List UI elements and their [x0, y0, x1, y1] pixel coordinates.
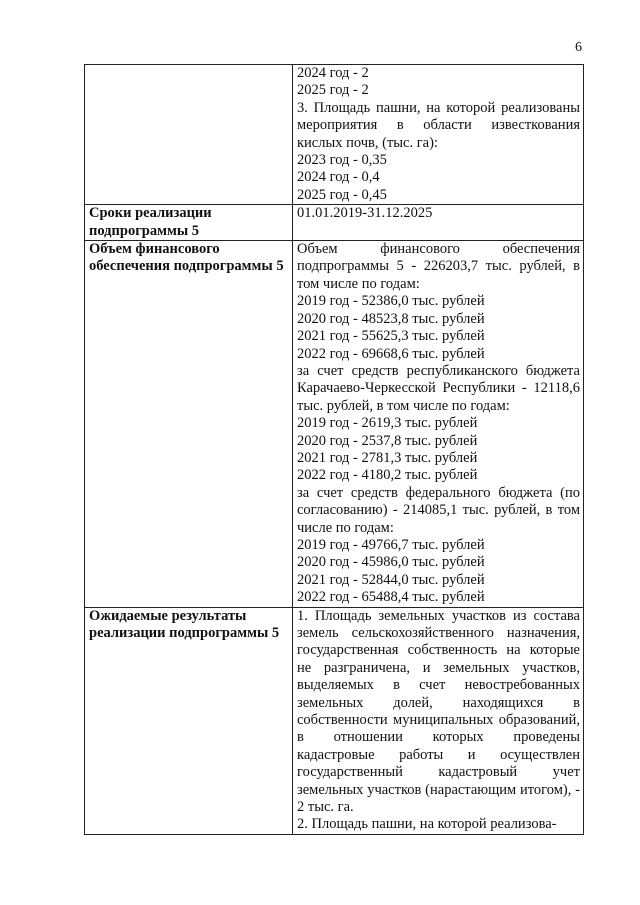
content-line: 2019 год - 49766,7 тыс. рублей — [297, 536, 485, 553]
content-line: 2025 год - 2 — [297, 82, 369, 99]
row-content — [293, 241, 584, 608]
row-content — [293, 607, 584, 834]
content-paragraph: 1. Площадь земельных участков из состава земель сельскохозяйственного назначения, государственная собственность на которые не разграничена, и земельных участков, выделяемых в счет невостребованных земельных долей, находящихся в собственности муниципальных образований, в отношении которых проведены кадастровые работы и осуществлен государственный кадастровый учет земельных участков (нарастающим итогом), - 2 тыс. га. — [297, 607, 580, 816]
content-line: 2025 год - 0,45 — [297, 186, 387, 203]
content-line: 2021 год - 55625,3 тыс. рублей — [297, 328, 485, 345]
content-paragraph: за счет средств республиканского бюджета Карачаево-Черкесской Республики - 12118,6 тыс. рублей, в том числе по годам: — [297, 362, 580, 414]
page-number: 6 — [575, 40, 582, 55]
row-label: Объем финансового обеспечения подпрограммы 5 — [85, 241, 293, 608]
content-line: 2. Площадь пашни, на которой реализова- — [297, 816, 557, 833]
content-line: 2020 год - 48523,8 тыс. рублей — [297, 310, 485, 327]
content-line: 2021 год - 52844,0 тыс. рублей — [297, 571, 485, 588]
content-line: 2020 год - 45986,0 тыс. рублей — [297, 554, 485, 571]
passport-row — [85, 65, 584, 205]
content-paragraph: за счет средств федерального бюджета (по согласованию) - 214085,1 тыс. рублей, в том числе по годам: — [297, 484, 580, 536]
subprogram-passport-table — [84, 64, 584, 835]
content-line: 2021 год - 2781,3 тыс. рублей — [297, 449, 478, 466]
content-paragraph: Объем финансового обеспечения подпрограммы 5 - 226203,7 тыс. рублей, в том числе по годам: — [297, 241, 580, 292]
row-label: Ожидаемые результаты реализации подпрограммы 5 — [85, 607, 293, 834]
row-label: Сроки реализации подпрограммы 5 — [85, 205, 293, 241]
content-line: 2024 год - 2 — [297, 65, 369, 81]
passport-row — [85, 241, 584, 608]
content-line: 2019 год - 2619,3 тыс. рублей — [297, 415, 478, 432]
content-line: 2022 год - 69668,6 тыс. рублей — [297, 345, 485, 362]
passport-table-body — [85, 65, 584, 835]
passport-row — [85, 607, 584, 834]
passport-row — [85, 205, 584, 241]
content-paragraph: 3. Площадь пашни, на которой реализованы мероприятия в области известкования кислых почв, (тыс. га): — [297, 99, 580, 151]
content-line: 01.01.2019-31.12.2025 — [297, 205, 433, 222]
content-line: 2020 год - 2537,8 тыс. рублей — [297, 432, 478, 449]
content-line: 2024 год - 0,4 — [297, 169, 380, 186]
content-line: 2022 год - 4180,2 тыс. рублей — [297, 467, 478, 484]
content-line: 2023 год - 0,35 — [297, 152, 387, 169]
content-line: 2022 год - 65488,4 тыс. рублей — [297, 589, 485, 606]
row-label — [85, 65, 293, 205]
row-content — [293, 65, 584, 205]
row-content — [293, 205, 584, 241]
content-line: 2019 год - 52386,0 тыс. рублей — [297, 293, 485, 310]
